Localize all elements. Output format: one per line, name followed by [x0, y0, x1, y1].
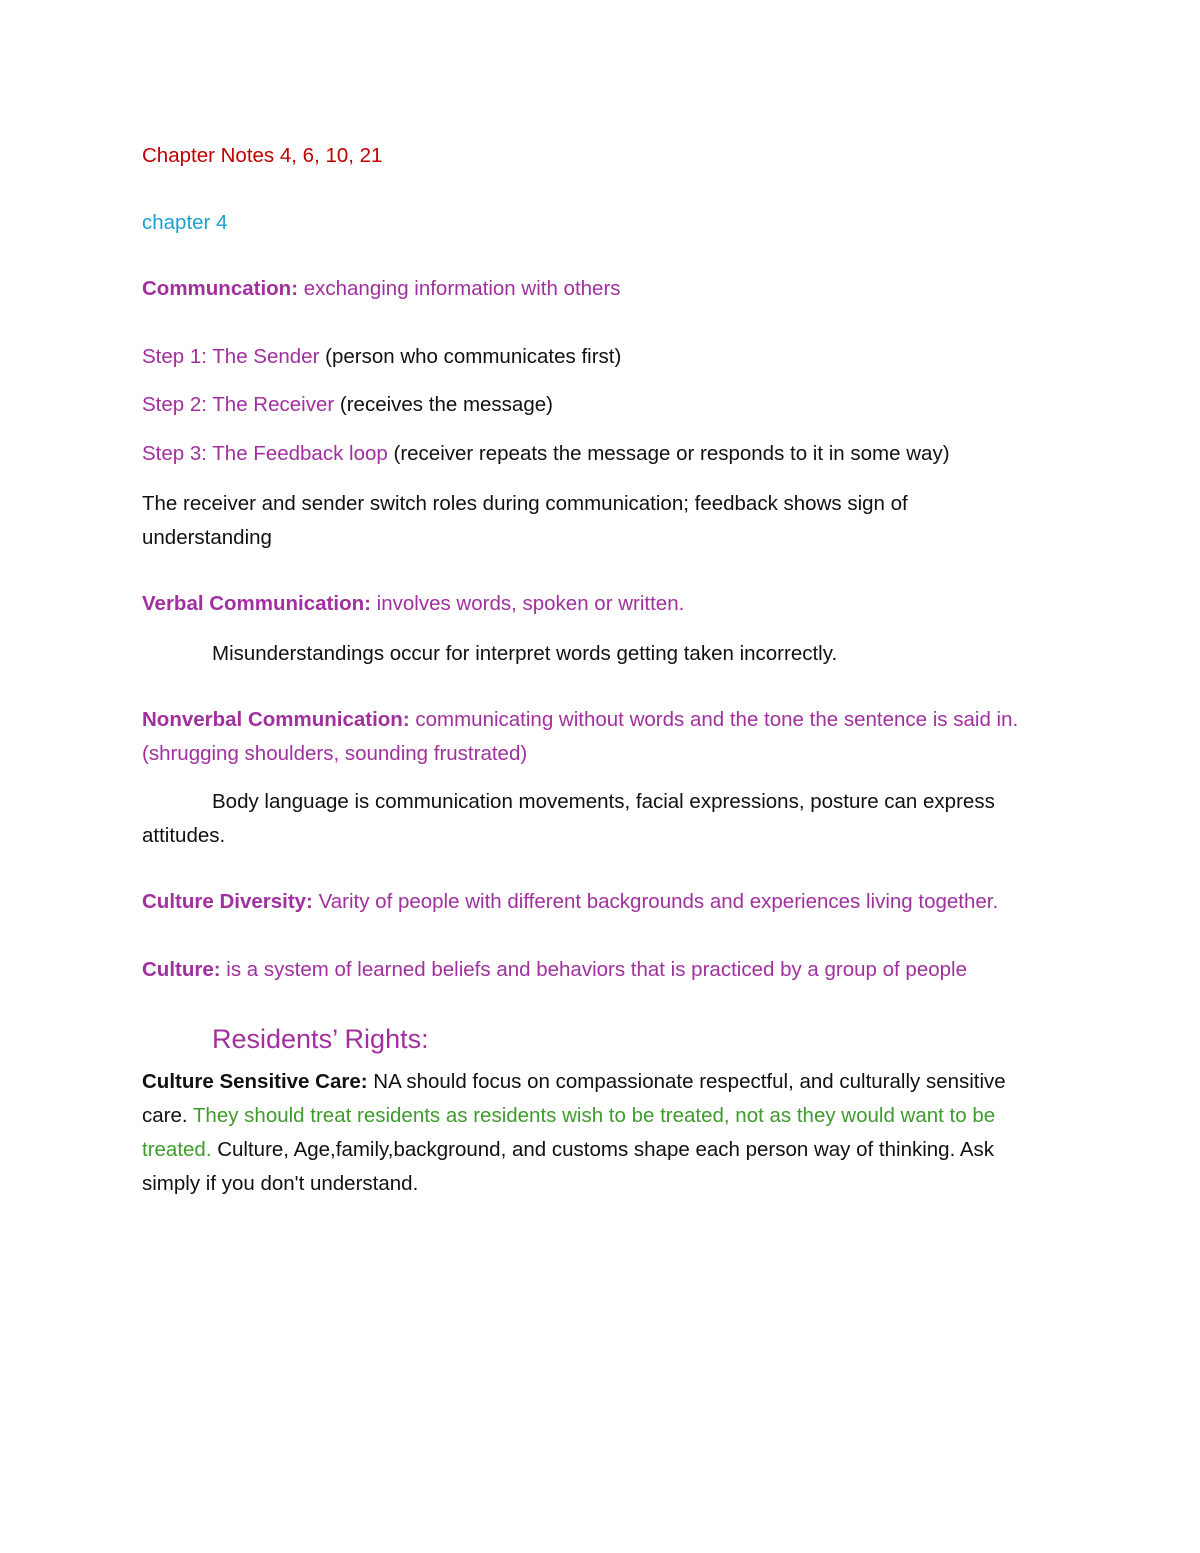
sensitive-care-highlight: They should treat residents as residents wish to be treated, not as they would want to be treated.: [142, 1104, 996, 1161]
culture-definition: [142, 953, 1062, 987]
communication-text: exchanging information with others: [298, 277, 621, 300]
communication-definition: [142, 272, 1062, 306]
nonverbal-term: Nonverbal Communication:: [142, 708, 410, 731]
step-2: [142, 388, 1062, 422]
culture-term: Culture:: [142, 958, 221, 981]
step-3-label: Step 3: The Feedback loop: [142, 442, 388, 465]
diversity-text: Varity of people with different backgrounds and experiences living together.: [312, 890, 999, 913]
roles-note: The receiver and sender switch roles during communication; feedback shows sign of understanding: [142, 492, 908, 549]
step-3-text: (receiver repeats the message or responds to it in some way): [387, 442, 950, 465]
culture-text: is a system of learned beliefs and behaviors that is practiced by a group of people: [220, 958, 967, 981]
step-1-label: Step 1: The Sender: [142, 345, 320, 368]
verbal-text: involves words, spoken or written.: [370, 592, 685, 615]
sensitive-care-paragraph: [142, 1065, 1032, 1201]
sensitive-care-text-1: NA should focus on compassionate respectful, and culturally sensitive care.: [142, 1070, 1006, 1127]
chapter-heading: chapter 4: [142, 211, 228, 234]
step-2-text: (receives the message): [334, 393, 553, 416]
step-2-label: Step 2: The Receiver: [142, 393, 335, 416]
sensitive-care-term: Culture Sensitive Care:: [142, 1070, 368, 1093]
step-1: [142, 340, 1062, 374]
sensitive-care-text-2: Culture, Age,family,background, and customs shape each person way of thinking. Ask simply if you don't understand.: [142, 1138, 995, 1195]
nonverbal-text: communicating without words and the tone the sentence is said in. (shrugging shoulders, sounding frustrated): [142, 708, 1019, 765]
step-3: [142, 437, 1062, 471]
verbal-definition: [142, 587, 1062, 621]
diversity-term: Culture Diversity:: [142, 890, 313, 913]
verbal-term: Verbal Communication:: [142, 592, 371, 615]
nonverbal-definition: [142, 703, 1062, 771]
nonverbal-note: Body language is communication movements, facial expressions, posture can express attitudes.: [142, 790, 995, 847]
step-1-text: (person who communicates first): [319, 345, 622, 368]
residents-rights-heading: Residents’ Rights:: [212, 1024, 429, 1054]
communication-term: Communcation:: [142, 277, 299, 300]
document-title: Chapter Notes 4, 6, 10, 21: [142, 144, 383, 167]
verbal-note: Misunderstandings occur for interpret words getting taken incorrectly.: [212, 642, 838, 665]
diversity-definition: [142, 885, 1022, 919]
